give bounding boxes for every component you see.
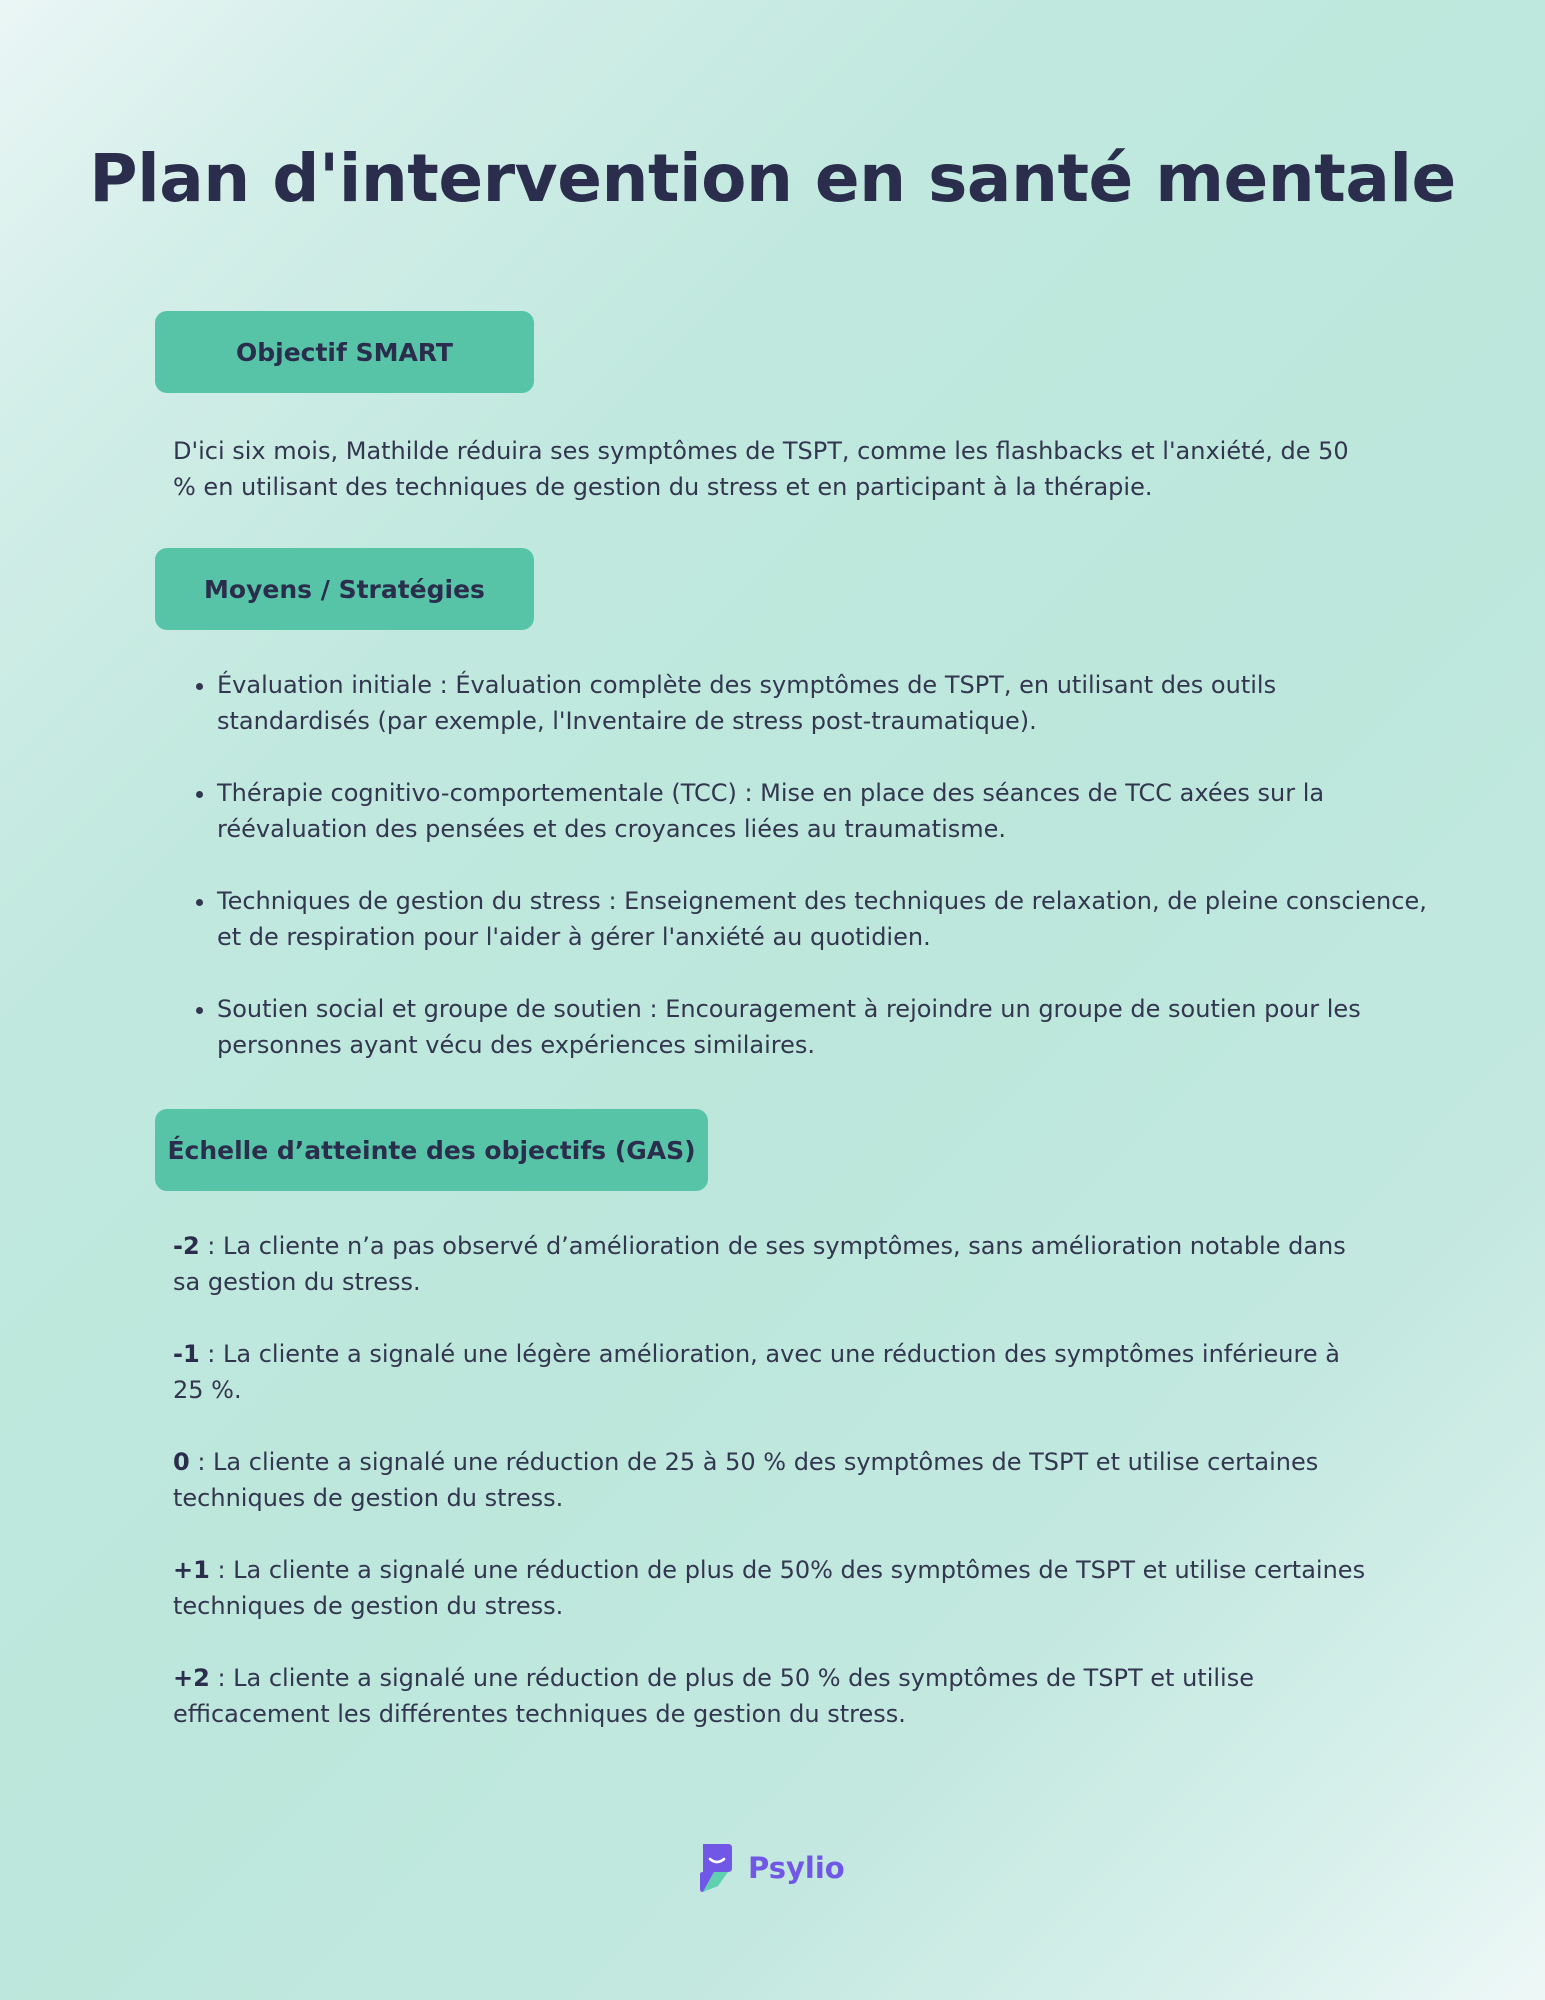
gas-level: -1: [173, 1340, 200, 1368]
gas-description: : La cliente a signalé une réduction de 25 à 50 % des symptômes de TSPT et utilise certaines techniques de gestion du stress.: [173, 1448, 1319, 1512]
gas-item: [173, 1336, 1373, 1408]
gas-section-label: Échelle d’atteinte des objectifs (GAS): [155, 1109, 708, 1191]
strategies-section-label: Moyens / Stratégies: [155, 548, 534, 630]
gas-description: : La cliente n’a pas observé d’amélioration de ses symptômes, sans amélioration notable dans sa gestion du stress.: [173, 1232, 1346, 1296]
brand-name: Psylio: [748, 1851, 845, 1885]
strategy-item: • Thérapie cognitivo-comportementale (TCC) : Mise en place des séances de TCC axées sur la réévaluation des pensées et des croyances liées au traumatisme.: [217, 775, 1427, 847]
gas-item: [173, 1228, 1373, 1300]
gas-list: [173, 1228, 1373, 1768]
strategy-item: • Soutien social et groupe de soutien : Encouragement à rejoindre un groupe de soutien pour les personnes ayant vécu des expériences similaires.: [217, 991, 1427, 1063]
strategy-item: • Techniques de gestion du stress : Enseignement des techniques de relaxation, de pleine conscience, et de respiration pour l'aider à gérer l'anxiété au quotidien.: [217, 883, 1427, 955]
gas-level: +2: [173, 1664, 210, 1692]
gas-item: [173, 1660, 1373, 1732]
page-title: Plan d'intervention en santé mentale: [89, 140, 1456, 217]
gas-description: : La cliente a signalé une réduction de plus de 50 % des symptômes de TSPT et utilise efficacement les différentes techniques de gestion du stress.: [173, 1664, 1254, 1728]
gas-item: [173, 1552, 1373, 1624]
psylio-logo-icon: [700, 1842, 734, 1894]
gas-level: -2: [173, 1232, 200, 1260]
gas-level: 0: [173, 1448, 190, 1476]
smart-objective-text: D'ici six mois, Mathilde réduira ses symptômes de TSPT, comme les flashbacks et l'anxiété, de 50 % en utilisant des techniques de gestion du stress et en participant à la thérapie.: [173, 437, 1349, 501]
gas-item: [173, 1444, 1373, 1516]
gas-description: : La cliente a signalé une légère amélioration, avec une réduction des symptômes inférieure à 25 %.: [173, 1340, 1340, 1404]
gas-description: : La cliente a signalé une réduction de plus de 50% des symptômes de TSPT et utilise certaines techniques de gestion du stress.: [173, 1556, 1366, 1620]
strategies-list: [173, 667, 1427, 1099]
gas-level: +1: [173, 1556, 210, 1584]
smart-section-label: Objectif SMART: [155, 311, 534, 393]
brand-footer: [700, 1842, 845, 1894]
strategy-item: • Évaluation initiale : Évaluation complète des symptômes de TSPT, en utilisant des outils standardisés (par exemple, l'Inventaire de stress post-traumatique).: [217, 667, 1427, 739]
